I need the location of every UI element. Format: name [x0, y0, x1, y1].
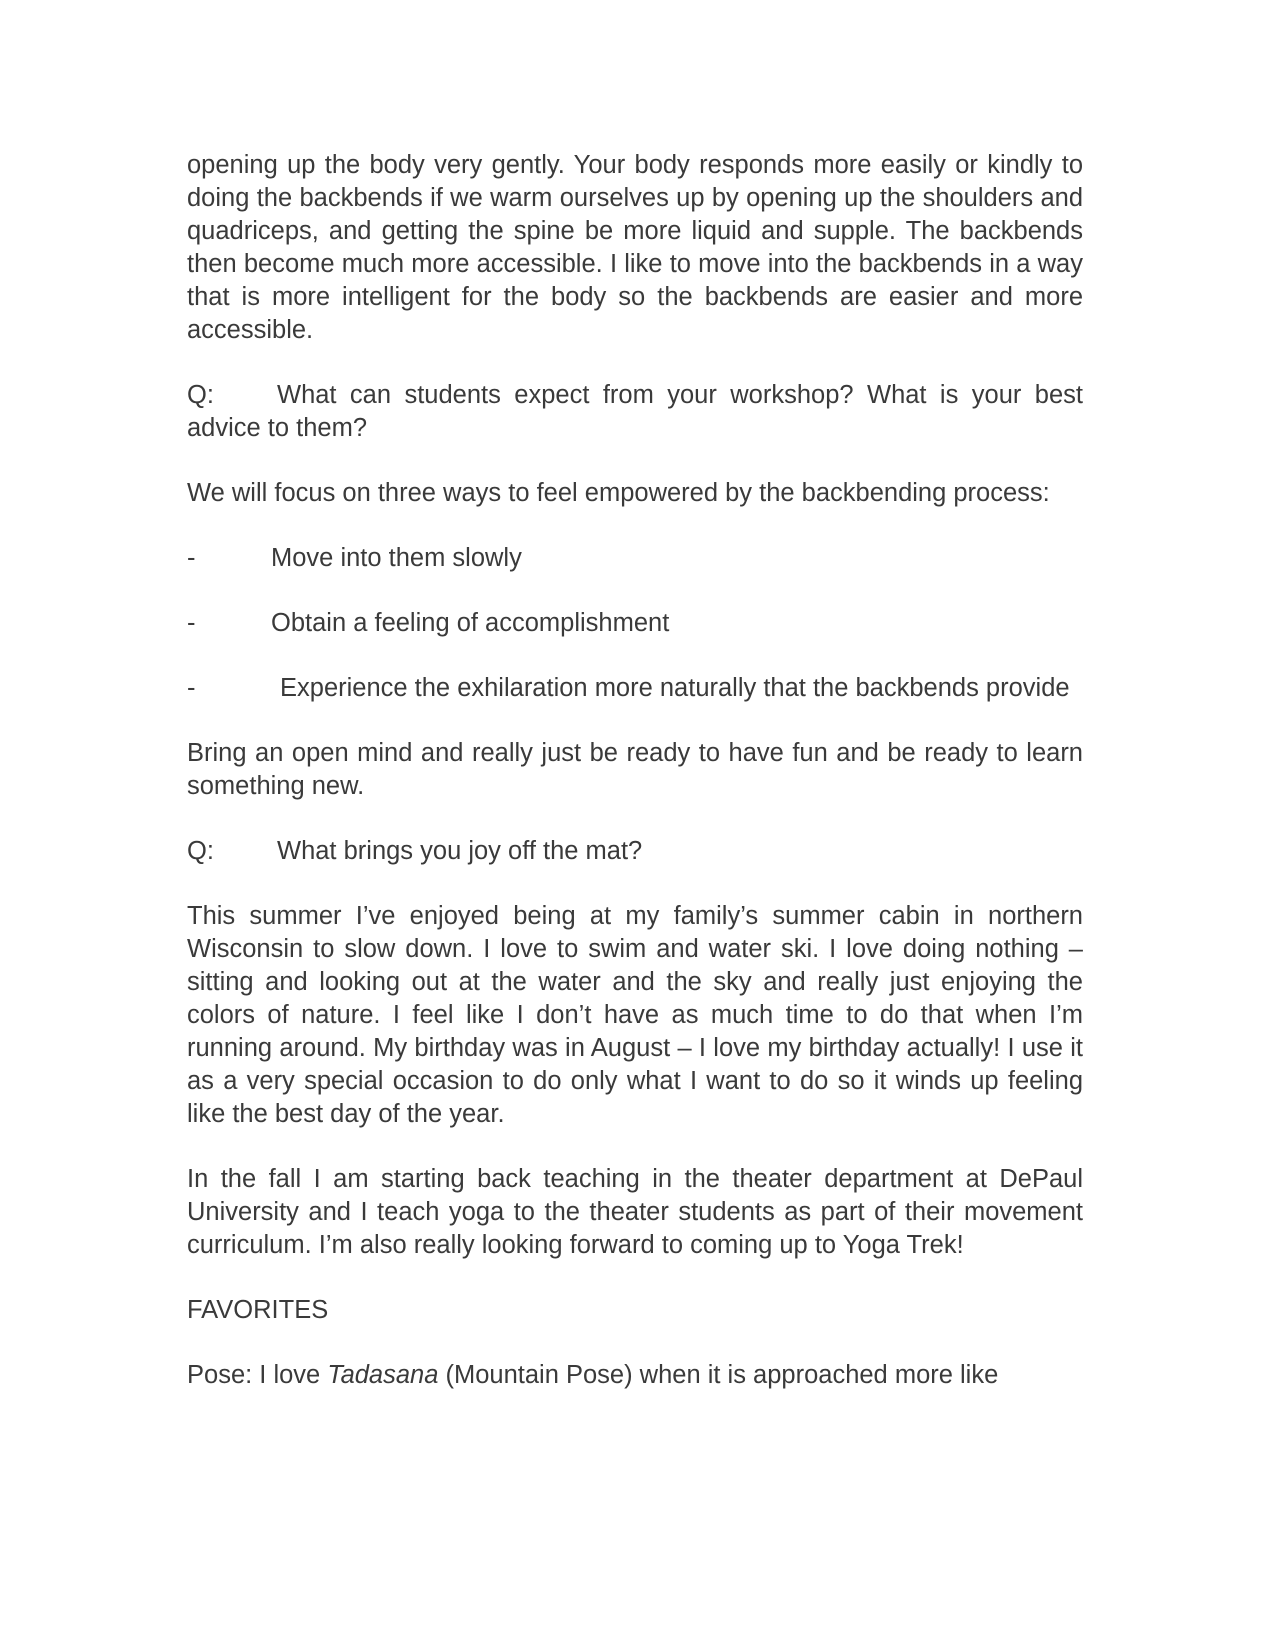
list-item-text: Experience the exhilaration more naturally that the backbends provide — [280, 674, 1070, 702]
question-workshop — [187, 379, 1083, 445]
bullet-dash: - — [187, 544, 196, 572]
paragraph-three-ways: We will focus on three ways to feel empowered by the backbending process: — [187, 479, 1050, 507]
question-joy — [187, 835, 1083, 868]
document-page — [187, 149, 1083, 1424]
question-text: What can students expect from your workshop? What is your best advice to them? — [187, 381, 1083, 442]
pose-suffix: (Mountain Pose) when it is approached more like — [438, 1361, 999, 1389]
pose-name: Tadasana — [327, 1361, 439, 1389]
pose-prefix: Pose: I love — [187, 1361, 328, 1389]
paragraph-open-mind: Bring an open mind and really just be ready to have fun and be ready to learn something new. — [187, 739, 1083, 800]
bullet-dash: - — [187, 609, 196, 637]
list-item — [187, 672, 1083, 705]
paragraph-backbends-intro: opening up the body very gently. Your body responds more easily or kindly to doing the backbends if we warm ourselves up by opening up the shoulders and quadriceps, and getting the spine be more liquid and supple. The backbends then become much more accessible. I like to move into the backbends in a way that is more intelligent for the body so the backbends are easier and more accessible. — [187, 151, 1083, 344]
question-label: Q: — [187, 837, 214, 865]
list-item — [187, 607, 1083, 640]
paragraph-pose — [187, 1359, 1083, 1392]
bullet-dash: - — [187, 674, 196, 702]
paragraph-summer: This summer I’ve enjoyed being at my family’s summer cabin in northern Wisconsin to slow down. I love to swim and water ski. I love doing nothing – sitting and looking out at the water and the sky and really just enjoying the colors of nature. I feel like I don’t have as much time to do that when I’m running around. My birthday was in August – I love my birthday actually! I use it as a very special occasion to do only what I want to do so it winds up feeling like the best day of the year. — [187, 902, 1083, 1128]
favorites-heading: FAVORITES — [187, 1296, 329, 1324]
question-text: What brings you joy off the mat? — [277, 837, 643, 865]
list-item-text: Obtain a feeling of accomplishment — [271, 609, 670, 637]
question-label: Q: — [187, 381, 214, 409]
list-item-text: Move into them slowly — [271, 544, 522, 572]
list-item — [187, 542, 1083, 575]
paragraph-fall: In the fall I am starting back teaching in the theater department at DePaul University and I teach yoga to the theater students as part of their movement curriculum. I’m also really looking forward to coming up to Yoga Trek! — [187, 1165, 1083, 1259]
